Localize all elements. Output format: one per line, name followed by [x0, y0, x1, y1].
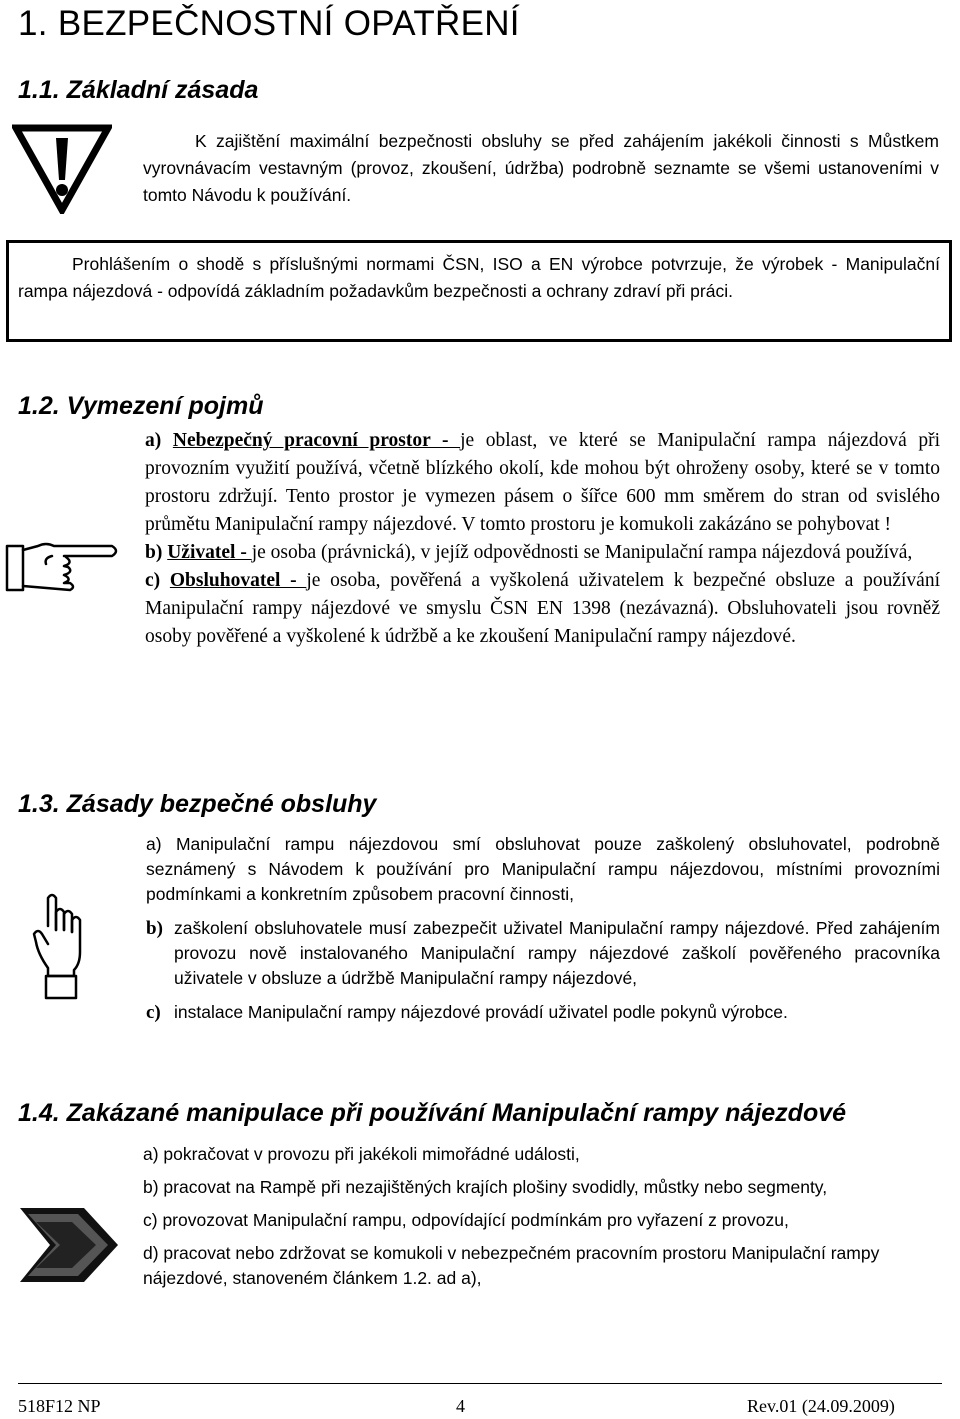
rule-b-text: zaškolení obsluhovatele musí zabezpečit uživatel Manipulační rampy nájezdové. Před zahájením provozu nově instalovaného Manipulační rampy nájezdové zaškolí pověřeného pracovníka uživatele v obsluze a údržbě Manipulační rampy nájezdové, — [174, 918, 940, 988]
rule-b-label: b) — [146, 918, 163, 939]
footer-revision: Rev.01 (24.09.2009) — [747, 1396, 895, 1416]
arrow-icon — [14, 1202, 124, 1288]
section-heading-1-1: 1.1. Základní zásada — [18, 76, 259, 104]
footer-divider — [18, 1383, 942, 1384]
section-heading-1-2: 1.2. Vymezení pojmů — [18, 392, 264, 420]
raised-hand-icon — [30, 890, 94, 1002]
rule-c — [146, 1000, 940, 1025]
rule-c-text: instalace Manipulační rampy nájezdové provádí uživatel podle pokynů výrobce. — [174, 1002, 788, 1022]
definition-b-term: Uživatel - — [167, 542, 252, 563]
warning-icon — [12, 124, 112, 214]
definition-a-term: Nebezpečný pracovní prostor - — [172, 430, 461, 451]
rule-c-label: c) — [146, 1002, 161, 1023]
declaration-text: Prohlášením o shodě s příslušnými normami ČSN, ISO a EN výrobce potvrzuje, že výrobek - Manipulační rampa nájezdová - odpovídá základním požadavkům bezpečnosti a ochrany zdraví při práci. — [18, 254, 940, 301]
rules-block — [146, 832, 940, 1025]
definition-c-label: c) — [145, 570, 161, 591]
prohibition-c: c) provozovat Manipulační rampu, odpovídající podmínkám pro vyřazení z provozu, — [143, 1210, 789, 1230]
pointing-hand-icon — [4, 538, 122, 598]
rule-a: a) Manipulační rampu nájezdovou smí obsluhovat pouze zaškolený obsluhovatel, podrobně seznámený s Návodem k používání pro Manipulační rampu nájezdovou, místními provozními podmínkami a konkretním způsobem pracovní činnosti, — [146, 834, 940, 904]
page-title: 1. BEZPEČNOSTNÍ OPATŘENÍ — [18, 4, 520, 43]
section-heading-1-4: 1.4. Zakázané manipulace při používání Manipulační rampy nájezdové — [18, 1099, 847, 1127]
definition-a — [145, 427, 940, 539]
definition-a-text: je oblast, ve které se Manipulační rampa nájezdová při provozním využití používá, včetně blízkého okolí, kde mohou být ohroženy osoby, které se v tomto prostoru zdržují. Tento prostor je vymezen pásem o šířce 600 mm směrem do stran od svislého průmětu Manipulační rampy nájezdové. V tomto prostoru je komukoli zakázáno se pohybovat ! — [145, 430, 941, 535]
section-heading-1-3: 1.3. Zásady bezpečné obsluhy — [18, 790, 377, 818]
prohibition-b: b) pracovat na Rampě při nezajištěných krajích plošiny svodidly, můstky nebo segmenty, — [143, 1177, 828, 1197]
prohibition-a: a) pokračovat v provozu při jakékoli mimořádné události, — [143, 1144, 580, 1164]
definition-b-text: je osoba (právnická), v jejíž odpovědnosti se Manipulační rampa nájezdová používá, — [251, 542, 913, 563]
footer-page-number: 4 — [456, 1396, 465, 1416]
definition-a-label: a) — [145, 430, 162, 451]
footer-doc-id: 518F12 NP — [18, 1396, 101, 1416]
intro-paragraph: K zajištění maximální bezpečnosti obsluhy se před zahájením jakékoli činnosti s Můstkem vyrovnávacím vestavným (provoz, zkoušení, údržba) podrobně seznamte se všemi ustanoveními v tomto Návodu k používání. — [143, 131, 939, 205]
definition-c-term: Obsluhovatel - — [169, 570, 307, 591]
definition-c — [145, 567, 940, 651]
rule-b — [146, 916, 940, 991]
prohibitions-block — [143, 1142, 903, 1291]
definition-c-text: je osoba, pověřená a vyškolená uživatelem k bezpečné obsluze a používání Manipulační rampy nájezdové ve smyslu ČSN EN 1398 (nezávazná). Obsluhovateli jsou rovněž osoby pověřené a vyškolené k údržbě a ke zkoušení Manipulační rampy nájezdové. — [145, 570, 940, 647]
definition-b — [145, 539, 940, 567]
prohibition-d: d) pracovat nebo zdržovat se komukoli v nebezpečném pracovním prostoru Manipulační rampy nájezdové, stanoveném článkem 1.2. ad a), — [143, 1243, 880, 1288]
definitions-block — [145, 427, 940, 651]
definition-b-label: b) — [145, 542, 163, 563]
